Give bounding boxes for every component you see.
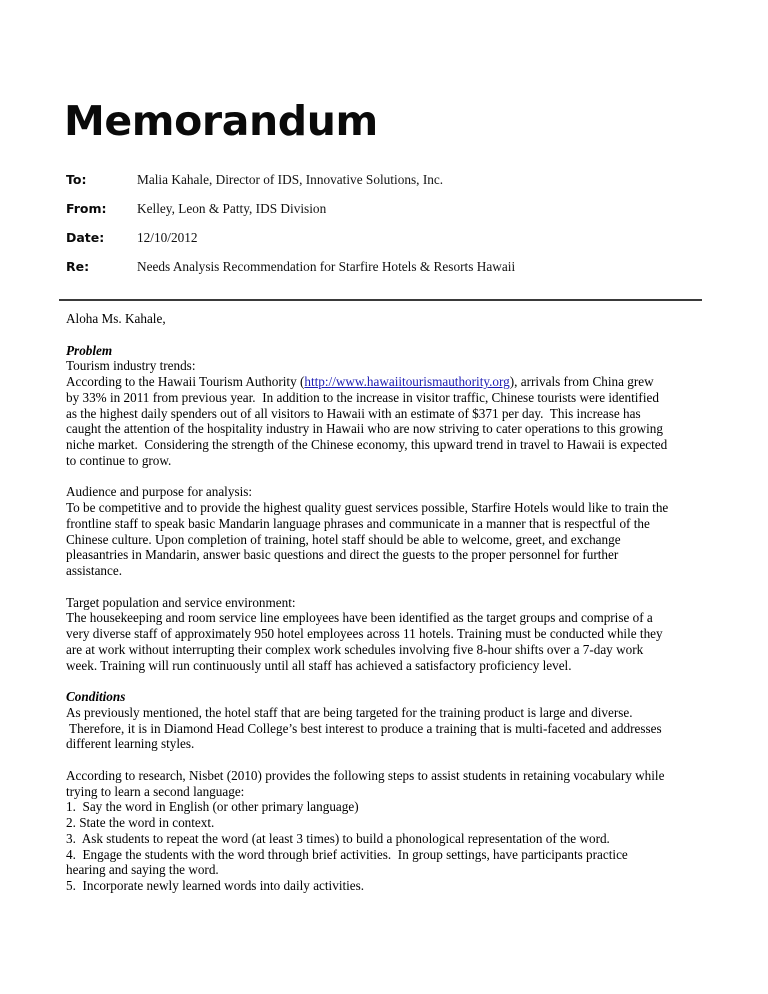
- external-link[interactable]: http://www.hawaiitourismauthority.org: [304, 374, 510, 389]
- memo-header-row: [66, 259, 706, 288]
- header-divider-rule: [59, 299, 702, 301]
- memo-field-value: 12/10/2012: [137, 230, 198, 245]
- memo-header-row: [66, 201, 706, 230]
- paragraph-line: pleasantries in Mandarin, answer basic questions and direct the guests to the proper personnel for further: [66, 547, 619, 563]
- memo-header-block: [66, 172, 706, 288]
- body-paragraph: [66, 374, 702, 469]
- paragraph-line: by 33% in 2011 from previous year. In addition to the increase in visitor traffic, Chinese tourists were identified: [66, 389, 659, 405]
- memo-field-label: Re:: [66, 259, 90, 274]
- paragraph-line: As previously mentioned, the hotel staff that are being targeted for the training product is large and diverse.: [66, 704, 633, 720]
- paragraph-line: 2. State the word in context.: [66, 815, 215, 830]
- memo-field-label: Date:: [66, 230, 105, 245]
- paragraph-spacer: [66, 673, 702, 689]
- memo-field-value: Needs Analysis Recommendation for Starfire Hotels & Resorts Hawaii: [137, 259, 516, 274]
- paragraph-line: very diverse staff of approximately 950 hotel employees across 11 hotels. Training must be conducted while they: [66, 626, 663, 641]
- paragraph-line: According to the Hawaii Tourism Authority (http://www.hawaiitourismauthority.org), arrivals from China grew: [66, 374, 654, 389]
- paragraph-line: According to research, Nisbet (2010) provides the following steps to assist students in retaining vocabulary while: [66, 767, 665, 783]
- section-heading: Conditions: [66, 689, 126, 704]
- section-subheading: Tourism industry trends:: [66, 358, 196, 374]
- page-title: Memorandum: [64, 97, 378, 145]
- memo-field-value: Kelley, Leon & Patty, IDS Division: [137, 201, 327, 216]
- paragraph-line: Therefore, it is in Diamond Head College’s best interest to produce a training that is multi-faceted and addresses: [66, 720, 662, 736]
- paragraph-line: as the highest daily spenders out of all visitors to Hawaii with an estimate of $371 per day. This increase has: [66, 405, 641, 421]
- paragraph-spacer: [66, 752, 702, 768]
- paragraph-line: assistance.: [66, 563, 123, 578]
- paragraph-line: niche market. Considering the strength of the Chinese economy, this upward trend in travel to Hawaii is expected: [66, 437, 668, 452]
- section-heading: Problem: [66, 342, 113, 358]
- paragraph-line: hearing and saying the word.: [66, 862, 219, 878]
- memo-field-value: Malia Kahale, Director of IDS, Innovative Solutions, Inc.: [137, 172, 444, 187]
- memo-sections: [66, 343, 702, 894]
- paragraph-line: The housekeeping and room service line employees have been identified as the target groups and comprise of a: [66, 610, 653, 626]
- paragraph-spacer: [66, 469, 702, 485]
- body-paragraph: [66, 610, 702, 673]
- section-subheading: Audience and purpose for analysis:: [66, 484, 253, 500]
- memo-header-row: [66, 230, 706, 259]
- paragraph-line: week. Training will run continuously until all staff has achieved a satisfactory proficiency level.: [66, 657, 572, 673]
- paragraph-line: 5. Incorporate newly learned words into daily activities.: [66, 878, 365, 893]
- greeting-line: Aloha Ms. Kahale,: [66, 311, 166, 326]
- paragraph-line: 1. Say the word in English (or other primary language): [66, 799, 359, 815]
- paragraph-line: different learning styles.: [66, 736, 195, 752]
- body-paragraph: [66, 768, 702, 894]
- paragraph-line: are at work without interrupting their complex work schedules involving five 8-hour shifts over a 7-day work: [66, 641, 644, 657]
- memo-body: [66, 311, 702, 894]
- paragraph-line: To be competitive and to provide the highest quality guest services possible, Starfire Hotels would like to train the: [66, 500, 669, 515]
- paragraph-line: Chinese culture. Upon completion of training, hotel staff should be able to welcome, greet, and exchange: [66, 531, 621, 547]
- paragraph-line: caught the attention of the hospitality industry in Hawaii who are now striving to cater operations to this growing: [66, 421, 663, 437]
- paragraph-line: 4. Engage the students with the word through brief activities. In group settings, have participants practice: [66, 846, 628, 862]
- body-paragraph: [66, 500, 702, 579]
- memo-header-row: [66, 172, 706, 201]
- paragraph-line: 3. Ask students to repeat the word (at least 3 times) to build a phonological representation of the word.: [66, 830, 610, 846]
- paragraph-spacer: [66, 579, 702, 595]
- section-subheading: Target population and service environment:: [66, 594, 296, 610]
- paragraph-line: to continue to grow.: [66, 452, 172, 468]
- body-paragraph: [66, 705, 702, 752]
- greeting-spacer: [66, 327, 702, 343]
- paragraph-line: frontline staff to speak basic Mandarin language phrases and communicate in a manner that is respectful of the: [66, 515, 650, 531]
- memo-field-label: To:: [66, 172, 87, 187]
- memo-field-label: From:: [66, 201, 107, 216]
- paragraph-line: trying to learn a second language:: [66, 783, 245, 799]
